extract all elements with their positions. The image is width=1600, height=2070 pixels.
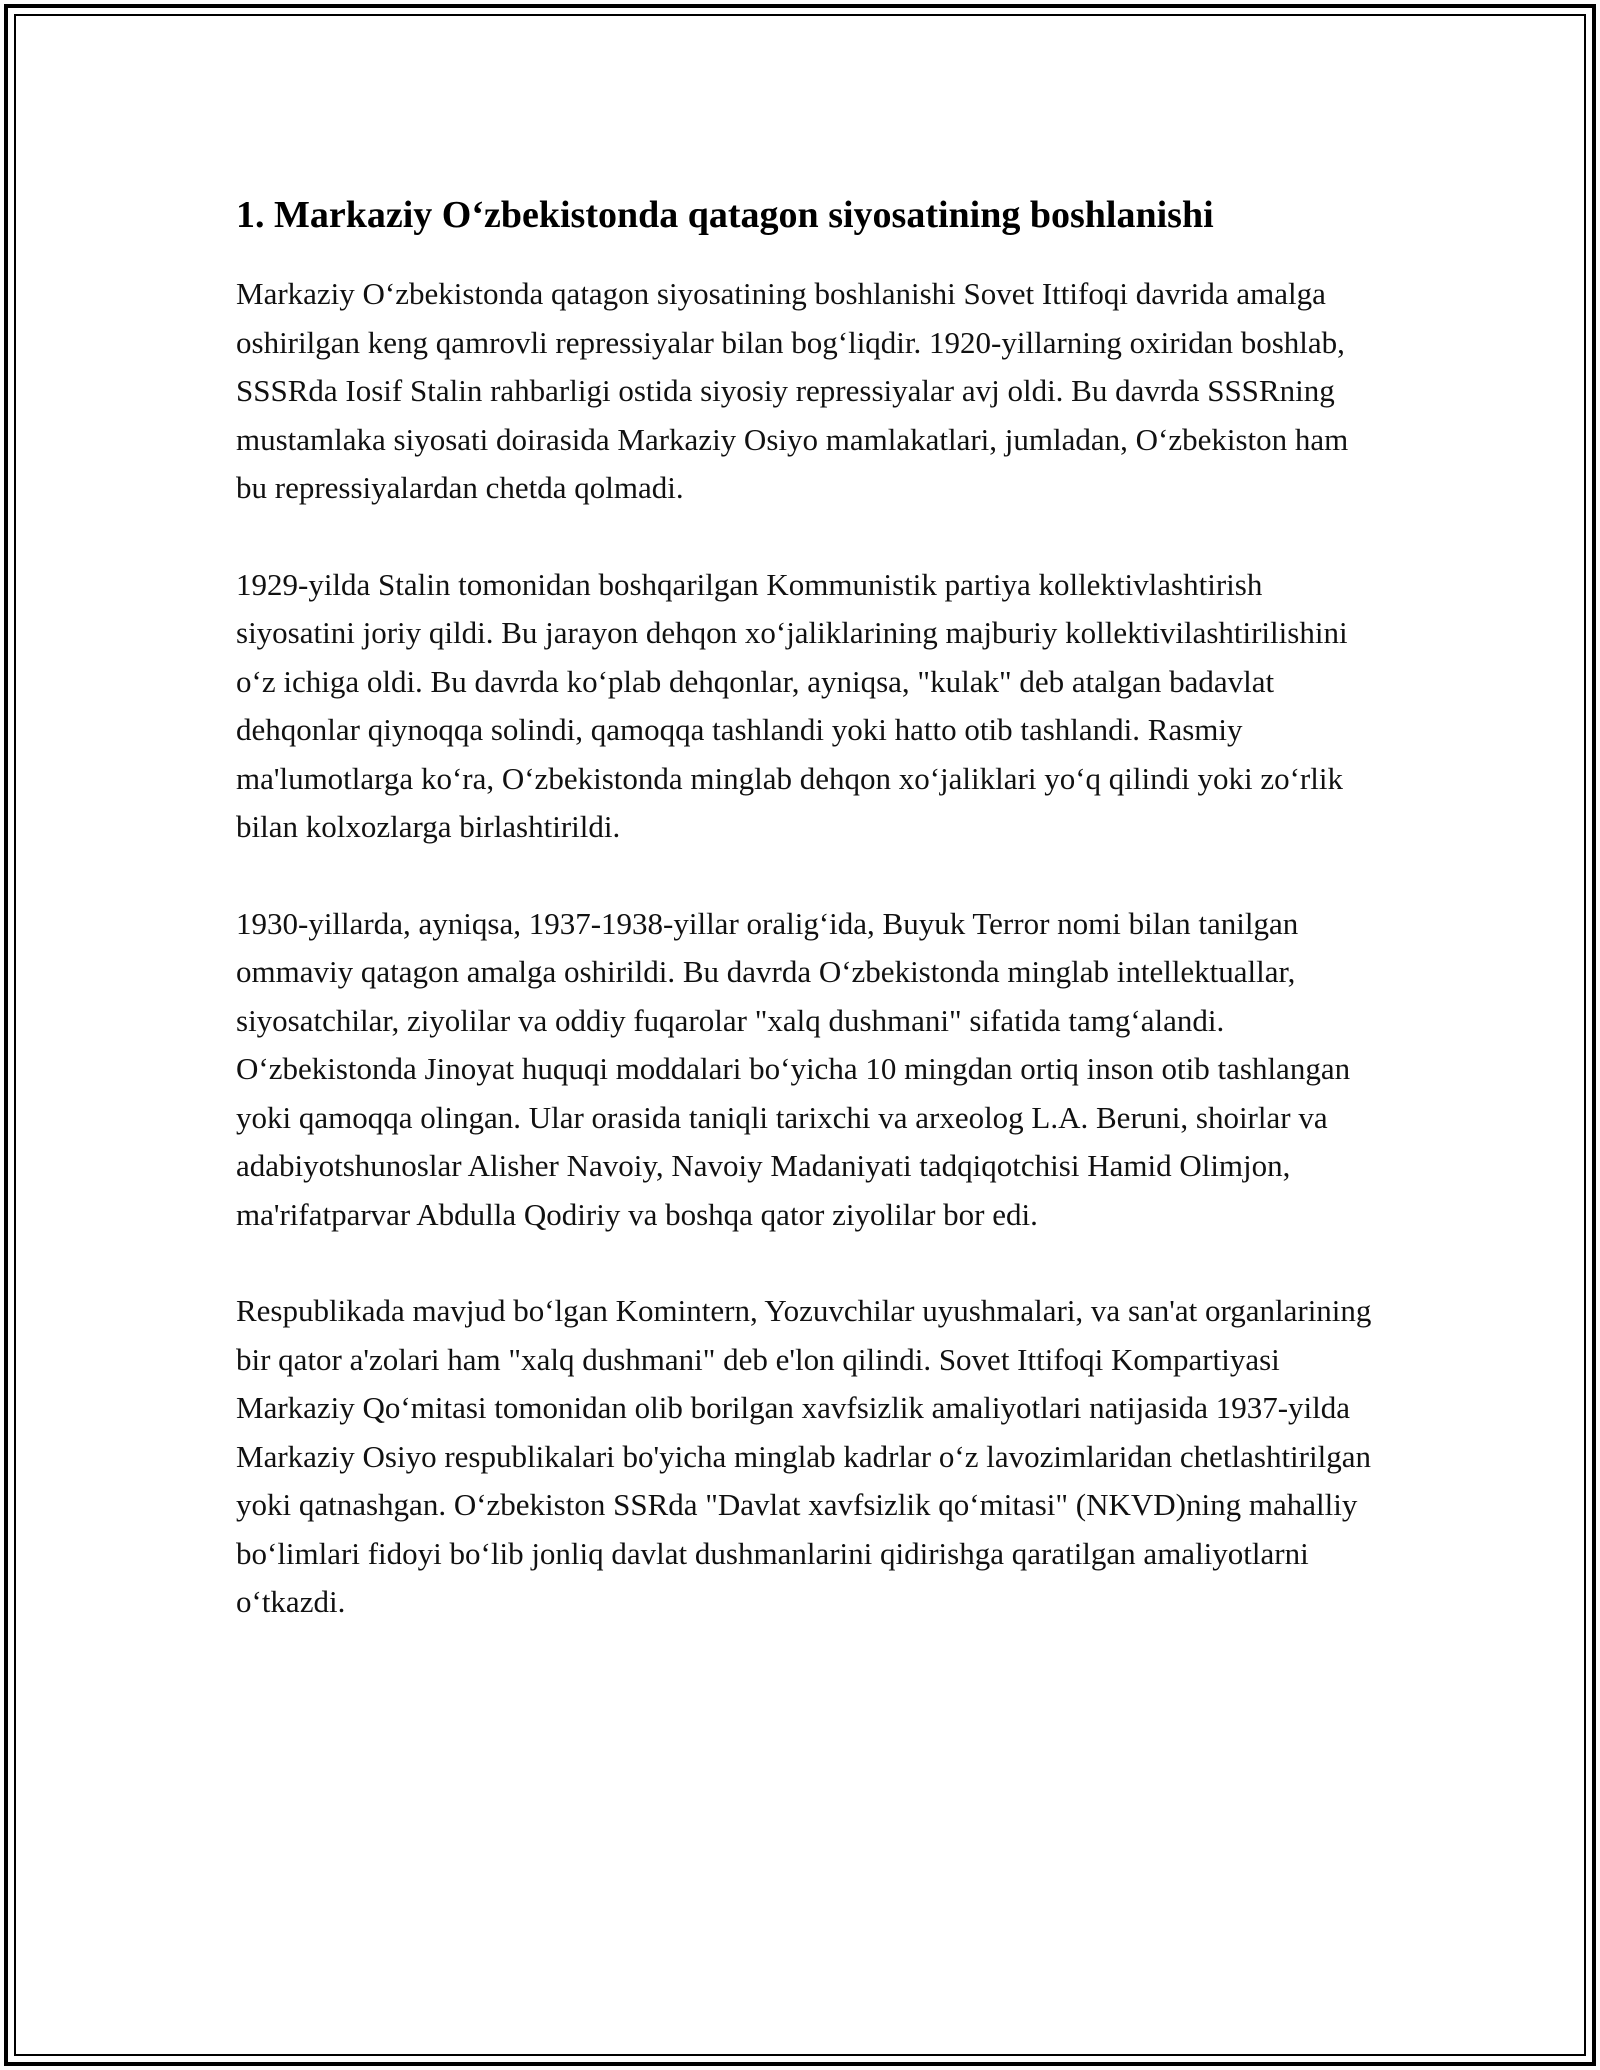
- paragraph-1: Markaziy O‘zbekistonda qatagon siyosatining boshlanishi Sovet Ittifoqi davrida amalga oshirilgan keng qamrovli repressiyalar bilan bog‘liqdir. 1920-yillarning oxiridan boshlab, SSSRda Iosif Stalin rahbarligi ostida siyosiy repressiyalar avj oldi. Bu davrda SSSRning mustamlaka siyosati doirasida Markaziy Osiyo mamlakatlari, jumladan, O‘zbekiston ham bu repressiyalardan chetda qolmadi.: [236, 276, 1349, 505]
- paragraph-4: Respublikada mavjud bo‘lgan Komintern, Yozuvchilar uyushmalari, va san'at organlarining bir qator a'zolari ham "xalq dushmani" deb e'lon qilindi. Sovet Ittifoqi Kompartiyasi Markaziy Qo‘mitasi tomonidan olib borilgan xavfsizlik amaliyotlari natijasida 1937-yilda Markaziy Osiyo respublikalari bo'yicha minglab kadrlar o‘z lavozimlaridan chetlashtirilgan yoki qatnashgan. O‘zbekiston SSRda "Davlat xavfsizlik qo‘mitasi" (NKVD)ning mahalliy bo‘limlari fidoyi bo‘lib jonliq davlat dushmanlarini qidirishga qaratilgan amaliyotlarni o‘tkazdi.: [236, 1293, 1372, 1619]
- paragraph-2: 1929-yilda Stalin tomonidan boshqarilgan Kommunistik partiya kollektivlashtirish siyosatini joriy qildi. Bu jarayon dehqon xo‘jaliklarining majburiy kollektivilashtirilishini o‘z ichiga oldi. Bu davrda ko‘plab dehqonlar, ayniqsa, "kulak" deb atalgan badavlat dehqonlar qiynoqqa solindi, qamoqqa tashlandi yoki hatto otib tashlandi. Rasmiy ma'lumotlarga ko‘ra, O‘zbekistonda minglab dehqon xo‘jaliklari yo‘q qilindi yoki zo‘rlik bilan kolxozlarga birlashtirildi.: [236, 566, 1348, 844]
- document-body: [236, 190, 1376, 1675]
- paragraph-3: 1930-yillarda, ayniqsa, 1937-1938-yillar oralig‘ida, Buyuk Terror nomi bilan tanilgan ommaviy qatagon amalga oshirildi. Bu davrda O‘zbekistonda minglab intellektuallar, siyosatchilar, ziyolilar va oddiy fuqarolar "xalq dushmani" sifatida tamg‘alandi. O‘zbekistonda Jinoyat huquqi moddalari bo‘yicha 10 mingdan ortiq inson otib tashlangan yoki qamoqqa olingan. Ular orasida taniqli tarixchi va arxeolog L.A. Beruni, shoirlar va adabiyotshunoslar Alisher Navoiy, Navoiy Madaniyati tadqiqotchisi Hamid Olimjon, ma'rifatparvar Abdulla Qodiriy va boshqa qator ziyolilar bor edi.: [236, 905, 1351, 1232]
- section-heading: 1. Markaziy O‘zbekistonda qatagon siyosatining boshlanishi: [236, 194, 1214, 236]
